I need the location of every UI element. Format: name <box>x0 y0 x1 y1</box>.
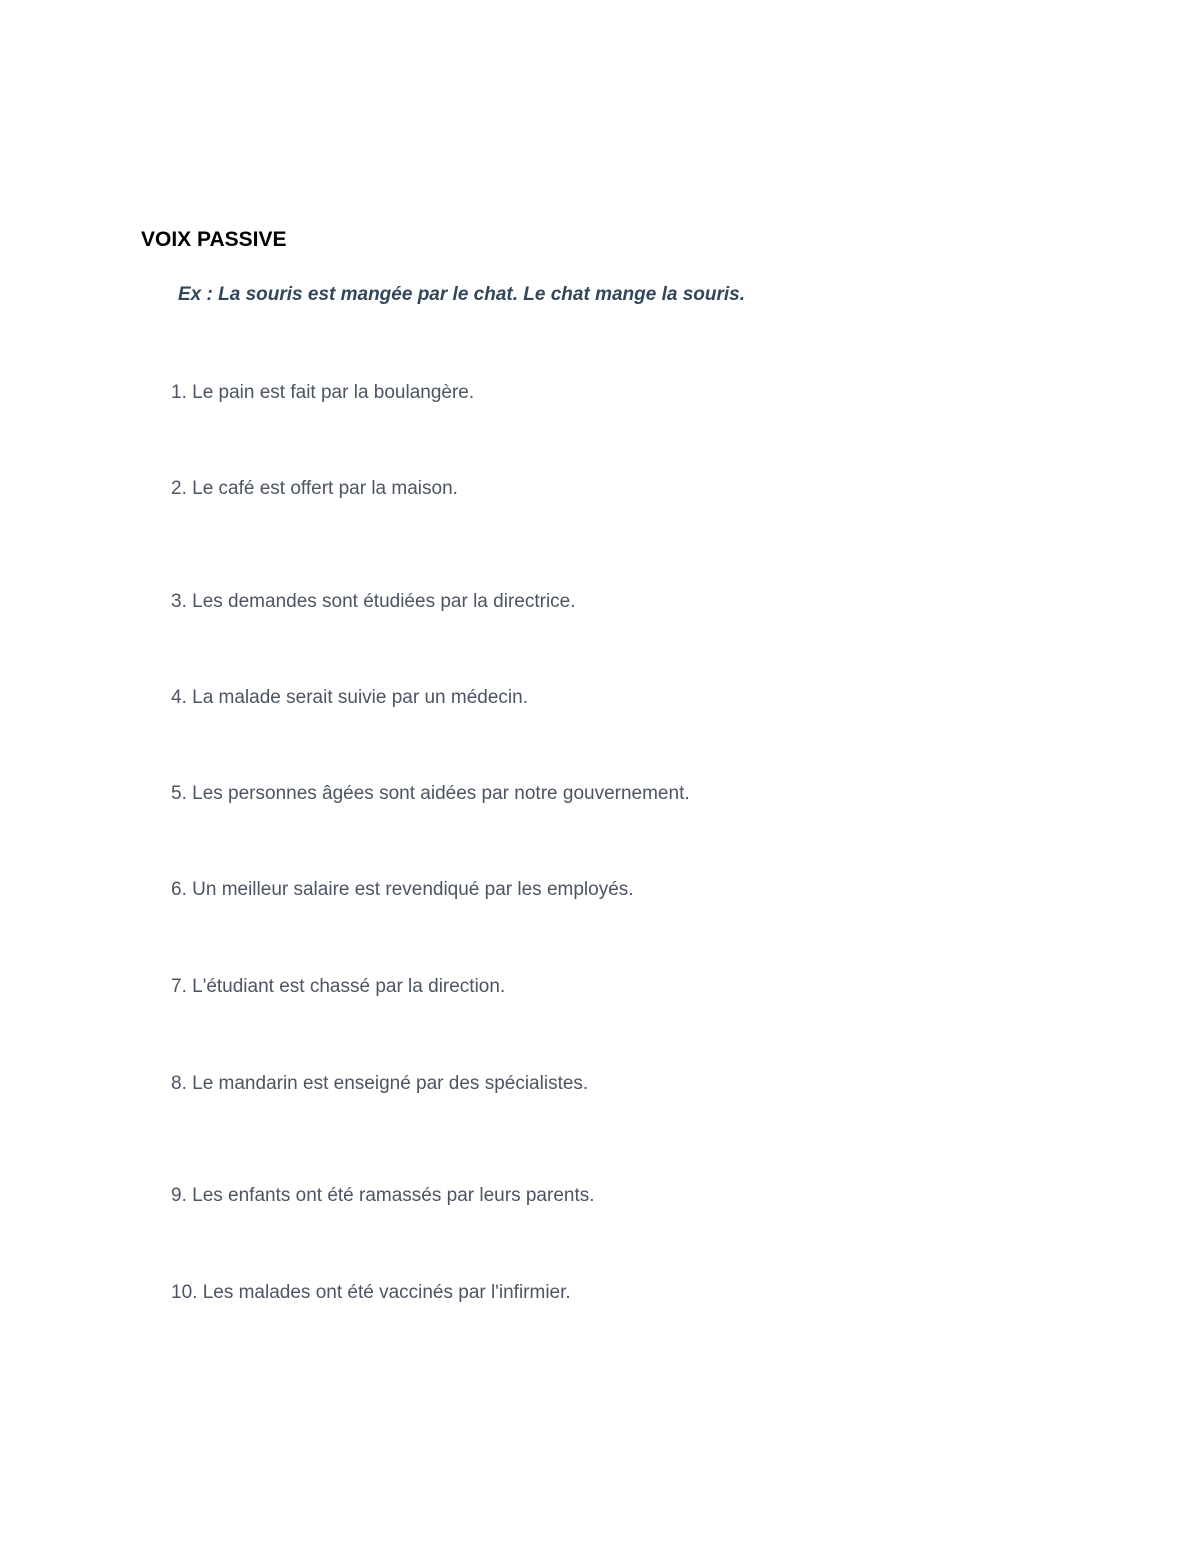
exercise-item-9: 9. Les enfants ont été ramassés par leurs parents. <box>171 1185 595 1206</box>
exercise-item-7: 7. L'étudiant est chassé par la direction. <box>171 976 506 997</box>
exercise-item-1: 1. Le pain est fait par la boulangère. <box>171 382 475 403</box>
exercise-item-3: 3. Les demandes sont étudiées par la directrice. <box>171 591 576 612</box>
page-title: VOIX PASSIVE <box>141 228 287 251</box>
exercise-item-10: 10. Les malades ont été vaccinés par l'infirmier. <box>171 1282 571 1303</box>
exercise-item-4: 4. La malade serait suivie par un médecin. <box>171 687 528 708</box>
exercise-item-6: 6. Un meilleur salaire est revendiqué par les employés. <box>171 879 634 900</box>
example-sentence: Ex : La souris est mangée par le chat. Le chat mange la souris. <box>178 284 746 305</box>
exercise-item-2: 2. Le café est offert par la maison. <box>171 478 458 499</box>
exercise-item-5: 5. Les personnes âgées sont aidées par notre gouvernement. <box>171 783 690 804</box>
exercise-item-8: 8. Le mandarin est enseigné par des spécialistes. <box>171 1073 589 1094</box>
